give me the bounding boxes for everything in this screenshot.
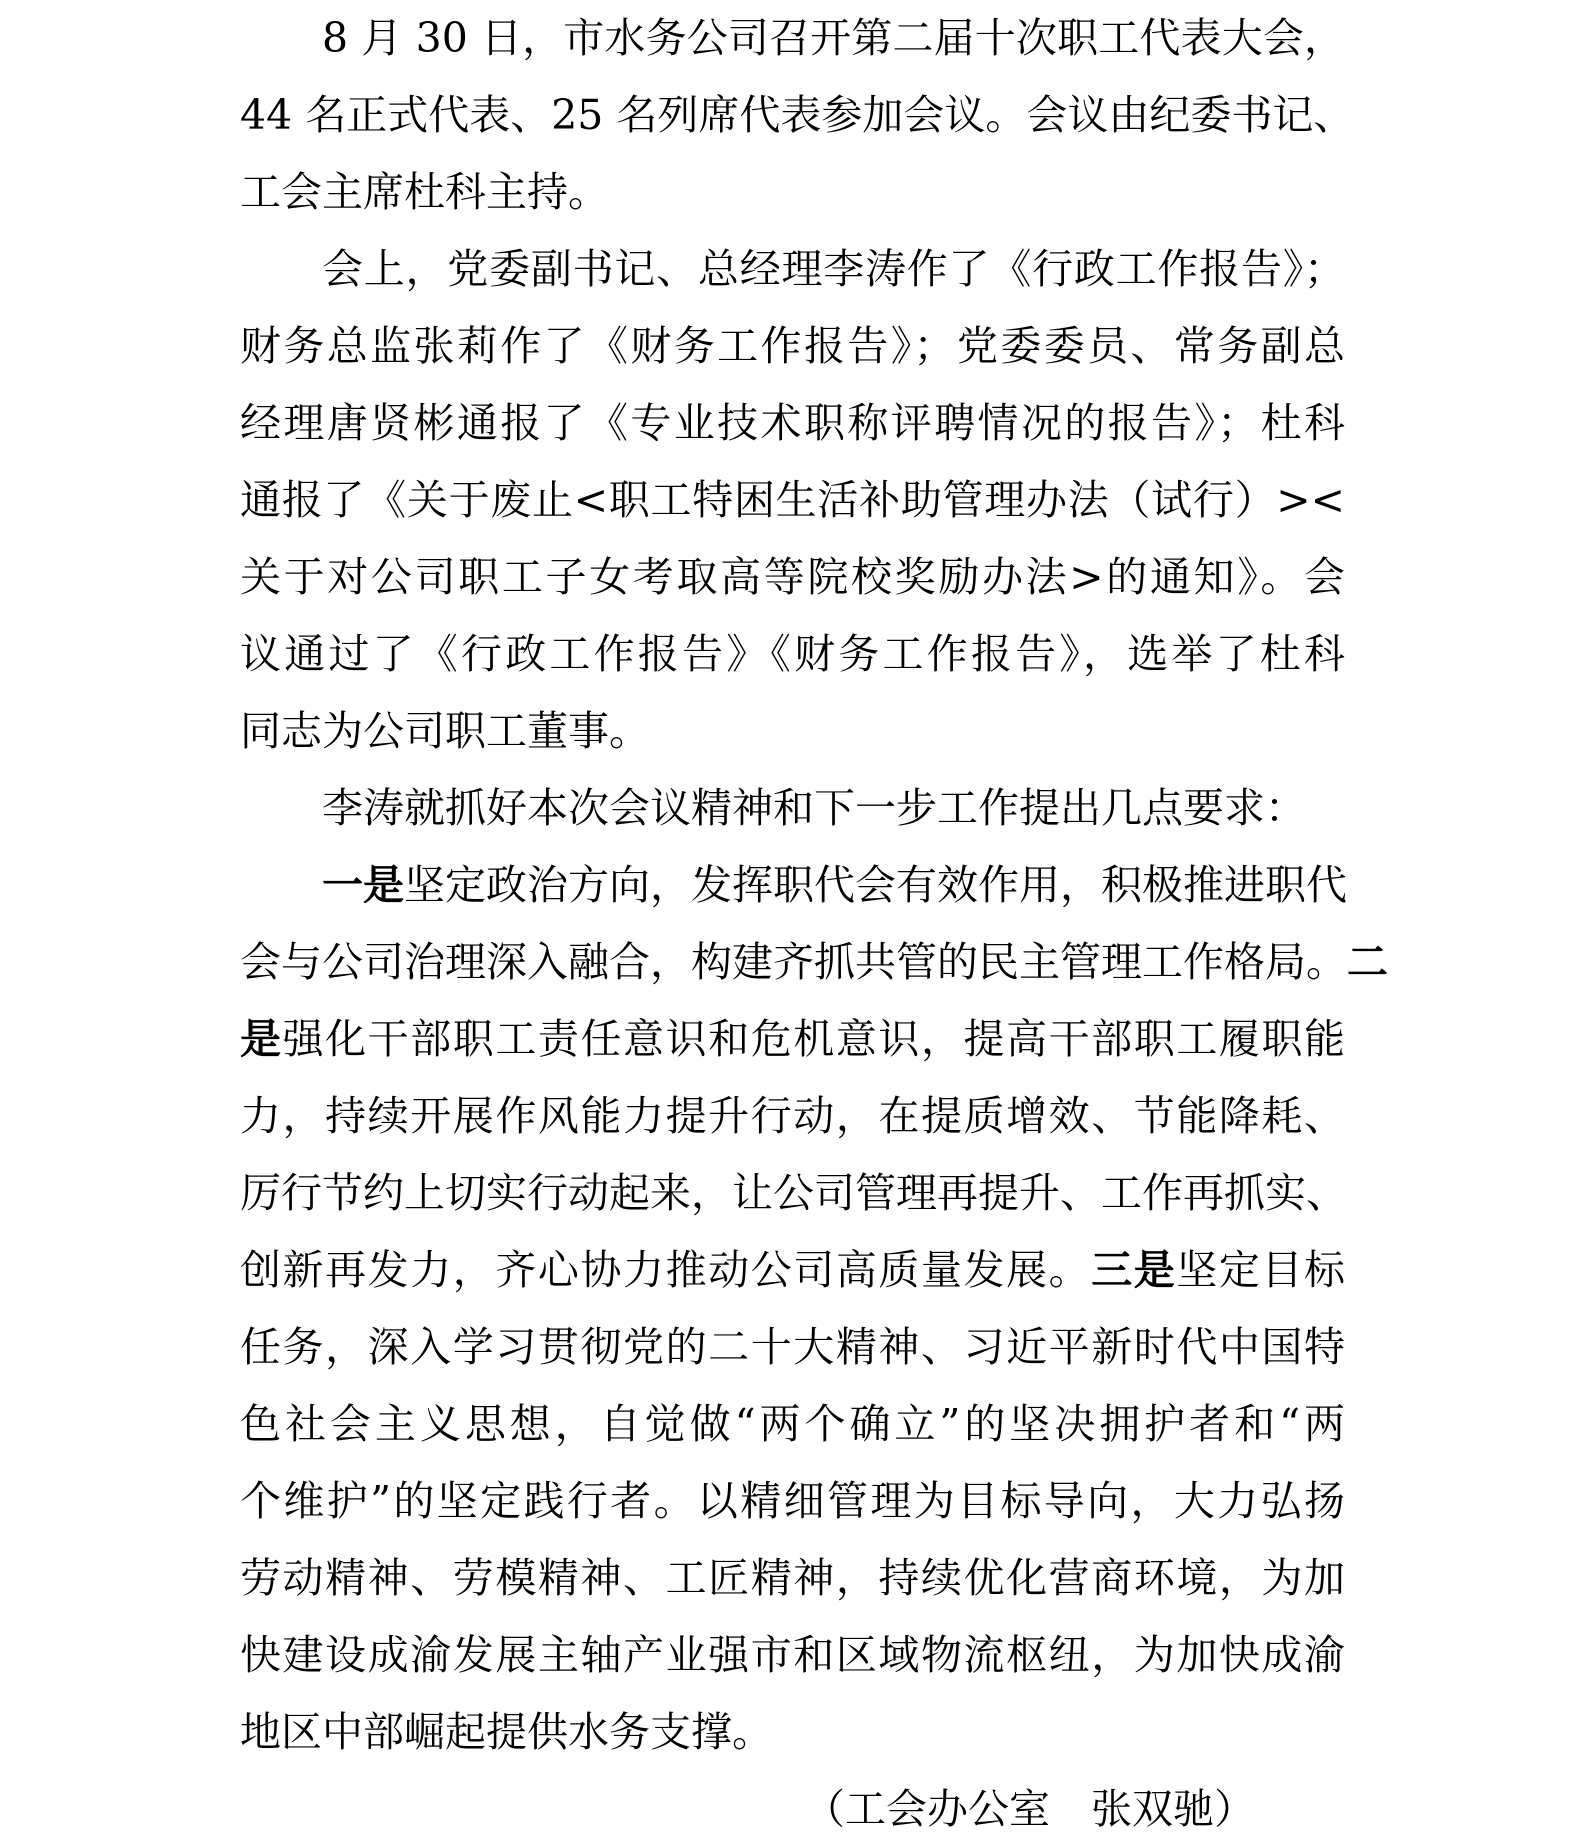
text-run: 会上，党委副书记、总经理李涛作了《行政工作报告》； xyxy=(322,245,1345,293)
text-run: 劳动精神、劳模精神、工匠精神，持续优化营商环境，为加 xyxy=(240,1554,1345,1602)
paragraph xyxy=(240,847,1388,1771)
text-line xyxy=(240,231,1345,308)
text-run: 坚定目标 xyxy=(1176,1246,1346,1294)
text-run: 坚定政治方向，发挥职代会有效作用，积极推进职代 xyxy=(404,861,1347,909)
text-run: 强化干部职工责任意识和危机意识，提高干部职工履职能 xyxy=(282,1015,1345,1063)
text-line xyxy=(240,77,1355,154)
text-line xyxy=(240,847,1345,924)
text-run: 创新再发力，齐心协力推动公司高质量发展。 xyxy=(240,1246,1092,1294)
signature-text: （工会办公室 张双驰） xyxy=(804,1785,1255,1833)
paragraph xyxy=(240,0,1355,231)
paragraph xyxy=(240,231,1345,770)
text-line xyxy=(240,1309,1345,1386)
text-line xyxy=(240,0,1345,77)
text-run: 通报了《关于废止<职工特困生活补助管理办法（试行）>< xyxy=(240,476,1345,524)
text-line xyxy=(240,539,1345,616)
text-run: 快建设成渝发展主轴产业强市和区域物流枢纽，为加快成渝 xyxy=(240,1631,1345,1679)
text-run: 力，持续开展作风能力提升行动，在提质增效、节能降耗、 xyxy=(240,1092,1345,1140)
text-line xyxy=(240,462,1345,539)
text-line xyxy=(240,1386,1345,1463)
text-run: 地区中部崛起提供水务支撑。 xyxy=(240,1708,773,1756)
text-run: 任务，深入学习贯彻党的二十大精神、习近平新时代中国特 xyxy=(240,1323,1345,1371)
text-run: 经理唐贤彬通报了《专业技术职称评聘情况的报告》；杜科 xyxy=(240,399,1345,447)
text-line xyxy=(240,924,1388,1001)
emphasis-text: 三是 xyxy=(1091,1246,1177,1294)
text-line xyxy=(240,1540,1345,1617)
text-line xyxy=(240,154,1345,231)
text-run: 李涛就抓好本次会议精神和下一步工作提出几点要求： xyxy=(322,784,1306,832)
text-line xyxy=(240,1617,1345,1694)
signature-line xyxy=(240,1771,1345,1848)
text-run: 议通过了《行政工作报告》《财务工作报告》，选举了杜科 xyxy=(240,630,1345,678)
text-run: 个维护”的坚定践行者。以精细管理为目标导向，大力弘扬 xyxy=(240,1477,1345,1525)
emphasis-text: 二 xyxy=(1347,938,1388,986)
text-line xyxy=(240,1155,1345,1232)
text-run: 财务总监张莉作了《财务工作报告》；党委委员、常务副总 xyxy=(240,322,1345,370)
text-run: 44 名正式代表、25 名列席代表参加会议。会议由纪委书记、 xyxy=(240,91,1355,139)
text-line xyxy=(240,693,1345,770)
text-line xyxy=(240,385,1345,462)
text-line xyxy=(240,1078,1345,1155)
text-line xyxy=(240,616,1345,693)
text-run: 会与公司治理深入融合，构建齐抓共管的民主管理工作格局。 xyxy=(240,938,1347,986)
paragraph xyxy=(240,770,1345,847)
text-run: 工会主席杜科主持。 xyxy=(240,168,609,216)
text-line xyxy=(240,1694,1345,1771)
emphasis-text: 是 xyxy=(240,1015,283,1063)
document-body xyxy=(240,0,1388,1771)
text-run: 色社会主义思想，自觉做“两个确立”的坚决拥护者和“两 xyxy=(240,1400,1345,1448)
text-run: 厉行节约上切实行动起来，让公司管理再提升、工作再抓实、 xyxy=(240,1169,1347,1217)
text-line xyxy=(240,1463,1345,1540)
text-line xyxy=(240,1001,1345,1078)
text-line xyxy=(240,1232,1345,1309)
text-run: 关于对公司职工子女考取高等院校奖励办法>的通知》。会 xyxy=(240,553,1345,601)
text-run: 同志为公司职工董事。 xyxy=(240,707,650,755)
text-line xyxy=(240,770,1345,847)
text-run: 8 月 30 日，市水务公司召开第二届十次职工代表大会， xyxy=(322,14,1345,62)
text-line xyxy=(240,308,1345,385)
emphasis-text: 一是 xyxy=(322,861,404,909)
